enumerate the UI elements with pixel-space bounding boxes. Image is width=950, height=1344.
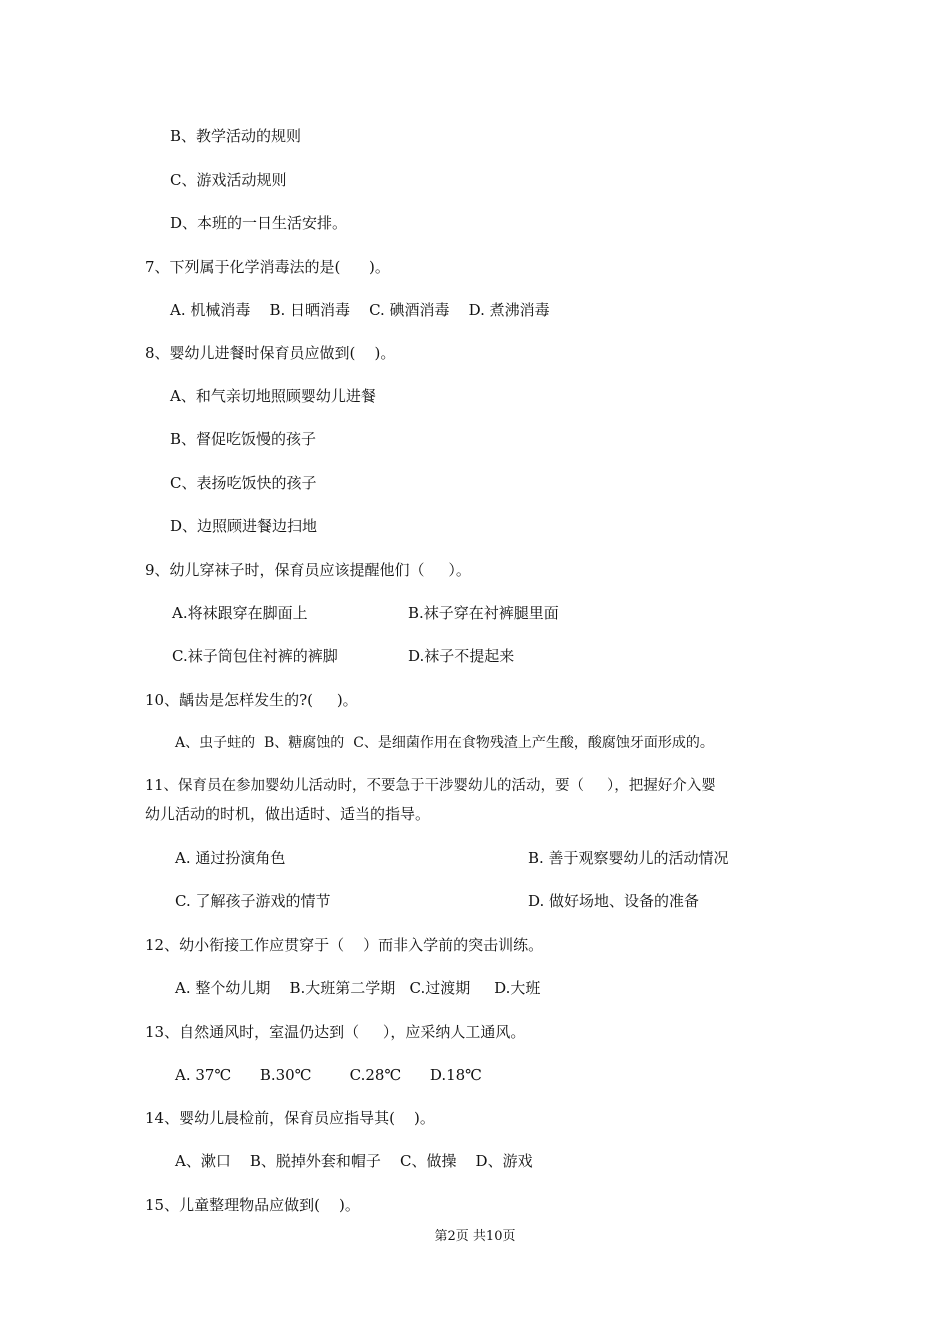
q6-option-d: D、本班的一日生活安排。 bbox=[170, 214, 348, 232]
q7-stem: 7、下列属于化学消毒法的是( )。 bbox=[145, 258, 390, 276]
q8-stem: 8、婴幼儿进餐时保育员应做到( )。 bbox=[145, 344, 396, 362]
q14-stem: 14、婴幼儿晨检前，保育员应指导其( )。 bbox=[145, 1109, 435, 1127]
q15-stem: 15、儿童整理物品应做到( )。 bbox=[145, 1196, 360, 1214]
q9-option-a: A.将袜跟穿在脚面上 bbox=[172, 604, 308, 622]
q7-options: A. 机械消毒 B. 日晒消毒 C. 碘酒消毒 D. 煮沸消毒 bbox=[170, 301, 550, 319]
q11-option-a: A. 通过扮演角色 bbox=[175, 849, 286, 867]
q12-options: A. 整个幼儿期 B.大班第二学期 C.过渡期 D.大班 bbox=[175, 979, 541, 997]
q11-option-c: C. 了解孩子游戏的情节 bbox=[175, 892, 331, 910]
q9-option-d: D.袜子不提起来 bbox=[408, 647, 515, 665]
q11-stem-line-2: 幼儿活动的时机，做出适时、适当的指导。 bbox=[145, 805, 431, 823]
q11-option-b: B. 善于观察婴幼儿的活动情况 bbox=[528, 849, 729, 867]
q9-stem: 9、幼儿穿袜子时，保育员应该提醒他们（ ）。 bbox=[145, 561, 471, 579]
q12-stem: 12、幼小衔接工作应贯穿于（ ）而非入学前的突击训练。 bbox=[145, 936, 544, 954]
q14-options: A、漱口 B、脱掉外套和帽子 C、做操 D、游戏 bbox=[175, 1152, 533, 1170]
q9-option-b: B.袜子穿在衬裤腿里面 bbox=[408, 604, 559, 622]
q8-option-d: D、边照顾进餐边扫地 bbox=[170, 517, 318, 535]
q11-stem-line-1: 11、保育员在参加婴幼儿活动时，不要急于干涉婴幼儿的活动，要（ ），把握好介入婴 bbox=[145, 778, 716, 794]
q10-stem: 10、龋齿是怎样发生的?( )。 bbox=[145, 691, 358, 709]
q8-option-c: C、表扬吃饭快的孩子 bbox=[170, 474, 317, 492]
q8-option-b: B、督促吃饭慢的孩子 bbox=[170, 430, 317, 448]
q9-option-c: C.袜子筒包住衬裤的裤脚 bbox=[172, 647, 338, 665]
q13-stem: 13、自然通风时，室温仍达到（ ），应采纳人工通风。 bbox=[145, 1023, 526, 1041]
q6-option-b: B、教学活动的规则 bbox=[170, 127, 302, 145]
q11-option-d: D. 做好场地、设备的准备 bbox=[528, 892, 700, 910]
q10-options: A、虫子蛀的 B、糖腐蚀的 C、是细菌作用在食物残渣上产生酸，酸腐蚀牙面形成的。 bbox=[175, 735, 714, 751]
q8-option-a: A、和气亲切地照顾婴幼儿进餐 bbox=[170, 387, 376, 405]
q13-options: A. 37℃ B.30℃ C.28℃ D.18℃ bbox=[175, 1066, 482, 1084]
q6-option-c: C、游戏活动规则 bbox=[170, 171, 287, 189]
page-footer: 第2页 共10页 bbox=[434, 1229, 516, 1244]
